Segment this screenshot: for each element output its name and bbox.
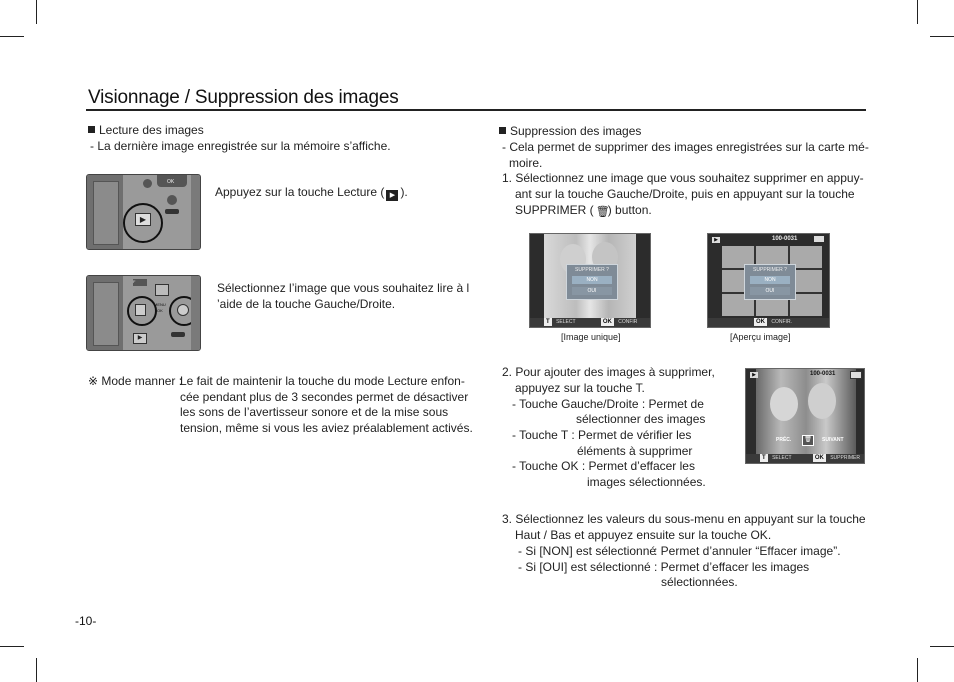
camera-back-illustration-2: F MENU OK ▶: [86, 275, 201, 351]
key-hint-bar: OK CONFIR.: [708, 318, 829, 327]
crop-mark: [930, 36, 954, 37]
memory-icon: [814, 236, 824, 242]
key-hint-bar: T SELECT OK SUPPRIMER: [746, 454, 864, 463]
prev-label: PRÉC.: [776, 437, 792, 443]
step2-line: 2. Pour ajouter des images à supprimer,: [502, 365, 715, 379]
key-hint-bar: T SELECT OK CONFIR: [530, 318, 650, 327]
step2-item-cont: sélectionner des images: [576, 412, 706, 426]
option-non[interactable]: NON: [750, 276, 790, 284]
ok-key: OK: [756, 319, 765, 325]
left-step2-line1: Sélectionnez l’image que vous souhaitez lire à l: [217, 281, 470, 295]
left-section-desc: - La dernière image enregistrée sur la mémoire s’affiche.: [90, 139, 391, 153]
crop-mark: [36, 0, 37, 24]
step3-option-desc: : Permet d’effacer les images: [654, 560, 810, 574]
trash-icon: 🗑: [595, 206, 610, 218]
step3-option-desc: : Permet d’annuler “Effacer image”.: [654, 544, 841, 558]
left-section-heading: Lecture des images: [88, 122, 204, 138]
left-step1: Appuyez sur la touche Lecture ( ▶ ).: [215, 185, 408, 199]
delete-dialog: SUPPRIMER ? NON OUI: [744, 264, 796, 300]
lcd-screen-select: [745, 368, 865, 464]
lcd-screen-single: [529, 233, 651, 328]
next-label: SUIVANT: [822, 437, 844, 443]
step3-option-key: - Si [OUI] est sélectionné: [518, 560, 651, 574]
step3-option-desc: sélectionnées.: [661, 575, 738, 589]
memory-icon: [850, 371, 862, 379]
delete-dialog: SUPPRIMER ? NON OUI: [566, 264, 618, 300]
right-step1-line3: SUPPRIMER ( 🗑) button.: [515, 203, 652, 218]
step2-item-cont: éléments à supprimer: [577, 444, 693, 458]
note-line: cée pendant plus de 3 secondes permet de désactiver: [180, 390, 469, 404]
t-key: T: [546, 319, 550, 325]
title-rule: [86, 109, 866, 111]
playback-icon: ▶: [386, 190, 398, 201]
camera1-ok-label: OK: [167, 179, 175, 185]
right-section-heading: Suppression des images: [499, 123, 641, 139]
right-section-desc: - Cela permet de supprimer des images enregistrées sur la carte mé-: [502, 140, 869, 154]
option-non[interactable]: NON: [572, 276, 612, 284]
right-section-desc: moire.: [509, 156, 543, 170]
crop-mark: [930, 646, 954, 647]
ok-key: OK: [602, 319, 612, 325]
page-number: -10-: [75, 614, 97, 628]
folder-number: 100-0031: [772, 236, 798, 242]
left-step2-line2: ’aide de la touche Gauche/Droite.: [217, 297, 396, 311]
ok-label: OK: [157, 308, 163, 313]
note-label: ※ Mode manner :: [88, 374, 183, 388]
caption-thumbnail: [Aperçu image]: [730, 332, 791, 342]
ok-key: OK: [814, 455, 824, 461]
note-line: Le fait de maintenir la touche du mode Lecture enfon-: [180, 374, 465, 388]
crop-mark: [917, 0, 918, 24]
crop-mark: [0, 36, 24, 37]
option-oui[interactable]: OUI: [572, 287, 612, 295]
play-icon: ▶: [133, 333, 147, 344]
play-mode-icon: ▶: [750, 372, 758, 378]
timer-icon: [177, 304, 189, 316]
square-bullet-icon: [88, 126, 95, 133]
crop-mark: [917, 658, 918, 682]
step3-line: 3. Sélectionnez les valeurs du sous-menu en appuyant sur la touche: [502, 512, 866, 526]
page-title: Visionnage / Suppression des images: [88, 87, 399, 108]
camera-back-illustration: [86, 174, 201, 250]
note-line: les sons de l’avertisseur sonore et de la mise sous: [180, 405, 449, 419]
crop-mark: [0, 646, 24, 647]
play-icon: ▶: [135, 213, 151, 226]
step3-option-key: - Si [NON] est sélectionné: [518, 544, 657, 558]
right-step1: ant sur la touche Gauche/Droite, puis en appuyant sur la touche: [515, 187, 855, 201]
square-bullet-icon: [499, 127, 506, 134]
caption-single: [Image unique]: [561, 332, 621, 342]
step2-item: - Touche T : Permet de vérifier les: [512, 428, 692, 442]
right-step1: 1. Sélectionnez une image que vous souhaitez supprimer en appuy-: [502, 171, 864, 185]
step3-line: Haut / Bas et appuyez ensuite sur la touche OK.: [515, 528, 772, 542]
option-oui[interactable]: OUI: [750, 287, 790, 295]
crop-mark: [36, 658, 37, 682]
note-line: tension, même si vous les aviez préalablement activés.: [180, 421, 473, 435]
step2-item-cont: images sélectionnées.: [587, 475, 706, 489]
t-key: T: [762, 455, 766, 461]
step2-line: appuyez sur la touche T.: [515, 381, 645, 395]
play-mode-icon: ▶: [712, 237, 720, 243]
lcd-screen-thumbnail: [707, 233, 830, 328]
folder-number: 100-0031: [810, 371, 836, 377]
step2-item: - Touche OK : Permet d’effacer les: [512, 459, 695, 473]
step2-item: - Touche Gauche/Droite : Permet de: [512, 397, 704, 411]
selection-trash-icon: 🗑: [802, 435, 814, 446]
menu-label: MENU: [154, 302, 166, 307]
